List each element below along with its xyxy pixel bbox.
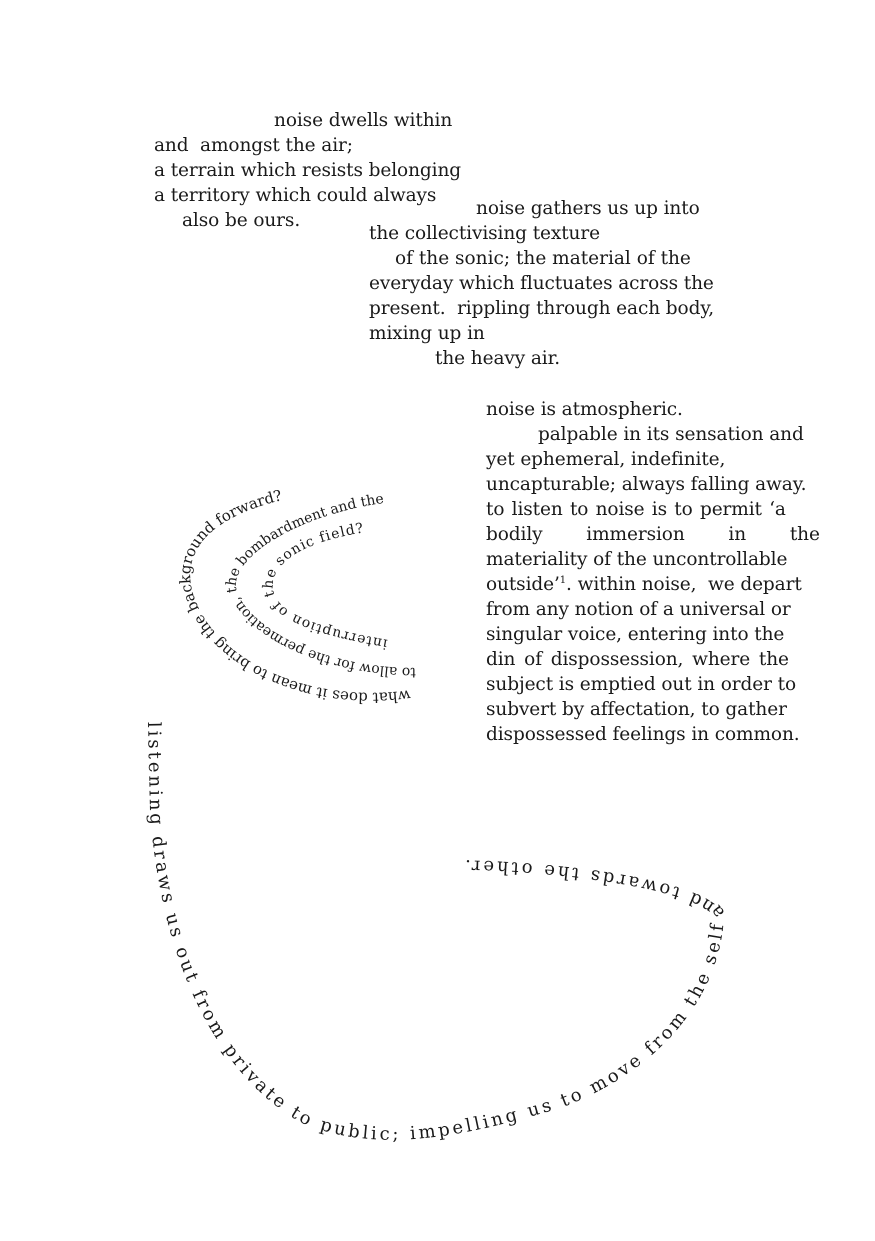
stanza2-line: of the sonic; the material of the [395, 248, 691, 269]
stanza2-line: the collectivising texture [369, 223, 600, 244]
curved-question-inner: interruption of the sonic field? [260, 520, 389, 652]
stanza2-line: the heavy air. [435, 348, 561, 369]
stanza2-line: mixing up in [369, 323, 485, 344]
stanza1-line: a territory which could always [154, 185, 437, 206]
stanza3-line: subvert by affectation, to gather [486, 699, 787, 720]
stanza3-line: bodily immersion in the [486, 524, 820, 545]
stanza3-line: from any notion of a universal or [486, 599, 791, 620]
stanza2-line: present. rippling through each body, [369, 298, 715, 319]
stanza3-line: palpable in its sensation and [538, 424, 804, 445]
stanza2-line: everyday which fluctuates across the [369, 273, 714, 294]
stanza3-line: dispossessed feelings in common. [486, 724, 800, 745]
stanza1-line: and amongst the air; [154, 135, 353, 156]
stanza3-line: singular voice, entering into the [486, 624, 785, 645]
curved-question-mid: to allow for the permeation, the bombardment and the [223, 491, 417, 681]
stanza3-line: outside’$^1$. within noise, we depart [486, 574, 802, 595]
stanza3-line: subject is emptied out in order to [486, 674, 797, 695]
curved-spiral-listening: listening draws us out from private to public; impelling us to move from the self and towards the other. [143, 721, 729, 1145]
stanza3-line: uncapturable; always falling away. [486, 474, 807, 495]
stanza3-line: to listen to noise is to permit ‘a [486, 499, 786, 520]
stanza1-line: also be ours. [182, 210, 301, 231]
stanza1-line: a terrain which resists belonging [154, 160, 462, 181]
stanza3-line: yet ephemeral, indefinite, [486, 449, 726, 470]
stanza3-line: din of dispossession, where the [486, 649, 789, 670]
curved-question-outer: what does it mean to bring the background forward? [176, 486, 412, 707]
stanza1-line: noise dwells within [274, 110, 453, 131]
footnote-marker: 1 [559, 575, 567, 586]
stanza2-line: noise gathers us up into [476, 198, 700, 219]
stanza3-line: noise is atmospheric. [486, 399, 683, 420]
stanza3-line: materiality of the uncontrollable [486, 549, 788, 570]
